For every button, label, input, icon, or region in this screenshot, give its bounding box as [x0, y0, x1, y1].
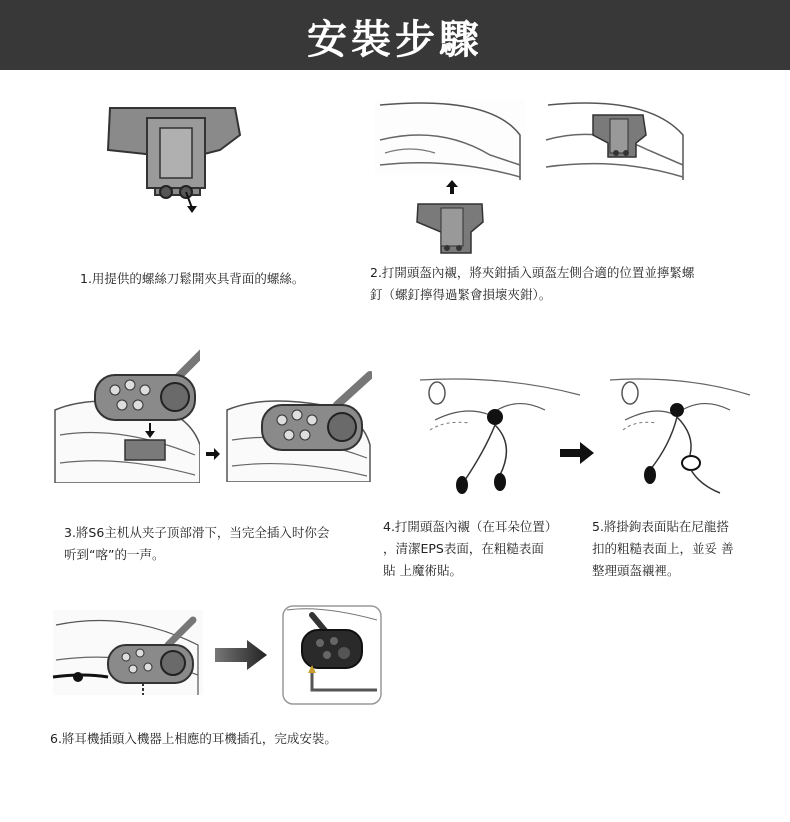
step6-helmet-headset-illustration	[48, 605, 208, 700]
step4-velcro-illustration	[415, 375, 590, 500]
step3-caption: 3.將S6主机从夹子顶部滑下，当完全插入时你会 听到“喀”的一声。	[64, 525, 330, 562]
step3-device-installed-illustration	[222, 370, 372, 482]
step4-caption: 4.打開頭盔內襯（在耳朵位置） ，清潔EPS表面，在粗糙表面 貼 上魔術貼。	[383, 519, 558, 578]
step3-device-sliding-illustration	[50, 335, 200, 483]
arrow-right-icon	[215, 640, 267, 670]
page-title: 安裝步驟	[307, 17, 483, 63]
step1-clamp-illustration	[100, 100, 245, 215]
arrow-up-icon	[446, 180, 458, 194]
step2-helmet-inner-illustration	[370, 95, 530, 185]
title-banner	[0, 0, 790, 70]
step1-caption: 1.用提供的螺絲刀鬆開夾具背面的螺絲。	[80, 271, 305, 286]
step2-caption: 2.打開頭盔內襯，將夾鉗插入頭盔左側合適的位置並擰緊螺 釘（螺釘擰得過緊會損壞夾鉗）。	[370, 265, 695, 302]
arrow-right-icon	[560, 442, 594, 464]
step5-caption: 5.將掛鉤表面貼在尼龍搭 扣的粗糙表面上，並妥 善 整理頭盔襯裡。	[592, 519, 734, 578]
step5-hook-attach-illustration	[605, 375, 755, 500]
step6-caption: 6.將耳機插頭入機器上相應的耳機插孔，完成安裝。	[50, 731, 337, 746]
arrow-right-icon	[206, 448, 220, 460]
step2-clamp-illustration	[415, 198, 485, 258]
screwdriver-arrow-icon	[187, 206, 197, 213]
step6-plug-closeup-illustration	[282, 605, 382, 705]
step2-helmet-clamp-installed-illustration	[538, 95, 688, 185]
